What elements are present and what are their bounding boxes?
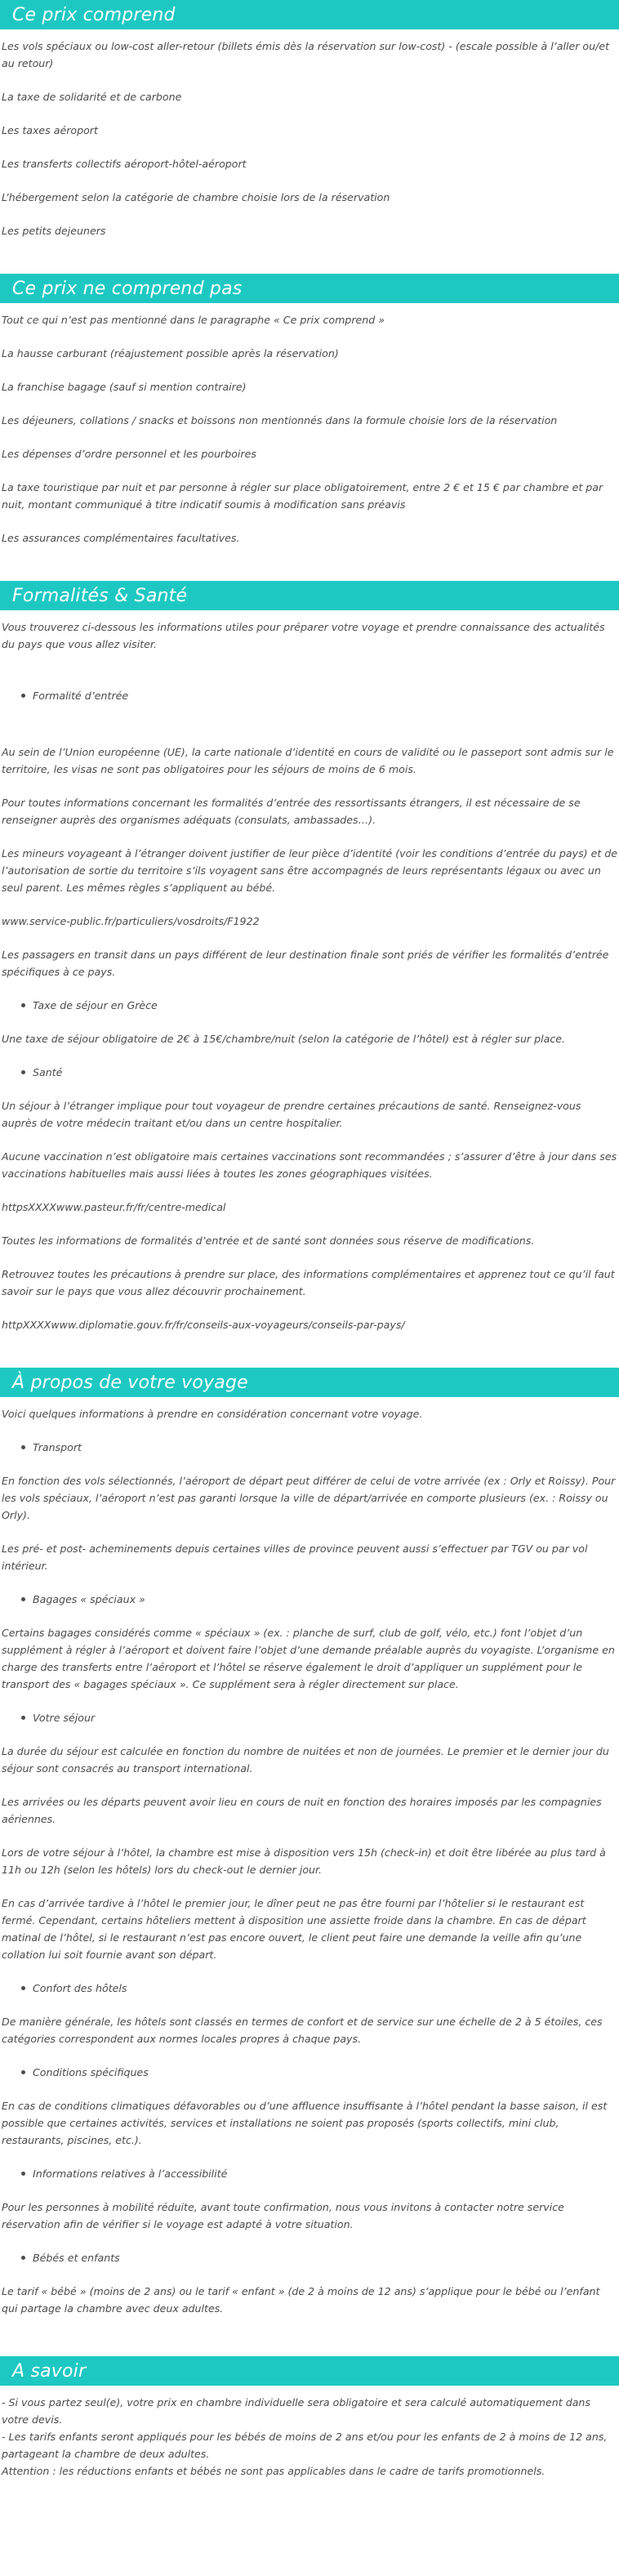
section-title: Ce prix ne comprend pas bbox=[12, 278, 243, 299]
bullet-confort: Confort des hôtels bbox=[2, 1980, 617, 1997]
paragraph: Les mineurs voyageant à l’étranger doivent justifier de leur pièce d’identité (voir les conditions d’entrée du pays) et de l’autorisation de sortie du territoire s’ils voyagent sans être accompagnés de leurs représentants légaux ou avec un seul parent. Les mêmes règles s’appliquent au bébé. bbox=[2, 847, 618, 894]
paragraph: - Si vous partez seul(e), votre prix en chambre individuelle sera obligatoire et sera calculé automatiquement dans votre devis. bbox=[2, 2396, 590, 2426]
list-item: La franchise bagage (sauf si mention contraire) bbox=[2, 381, 247, 393]
list-item: Tout ce qui n’est pas mentionné dans le paragraphe « Ce prix comprend » bbox=[2, 314, 385, 326]
section-content bbox=[0, 618, 619, 1333]
section-ce-prix-comprend bbox=[0, 0, 619, 239]
paragraph: Certains bagages considérés comme « spéciaux » (ex. : planche de surf, club de golf, vélo, etc.) font l’objet d’un supplément à régler à l’aéroport et doivent faire l’objet d’une demande préalable auprès du voyagiste. L’organisme en charge des transferts entre l’aéroport et l’hôtel se réserve également le droit d’appliquer un supplément pour le transport des « bagages spéciaux ». Ce supplément sera à régler directement sur place. bbox=[2, 1627, 615, 1690]
list-item: Les vols spéciaux ou low-cost aller-retour (billets émis dès la réservation sur low-cost) - (escale possible à l’aller ou/et au retour) bbox=[2, 40, 610, 69]
section-header bbox=[0, 1368, 619, 1397]
bullet-transport: Transport bbox=[2, 1439, 617, 1456]
url-service-public: www.service-public.fr/particuliers/vosdroits/F1922 bbox=[2, 915, 260, 927]
section-title: À propos de votre voyage bbox=[12, 1372, 248, 1393]
bullet-sejour: Votre séjour bbox=[2, 1709, 617, 1726]
section-formalites-sante bbox=[0, 581, 619, 1333]
bullet-bagages: Bagages « spéciaux » bbox=[2, 1591, 617, 1608]
paragraph: Une taxe de séjour obligatoire de 2€ à 15€/chambre/nuit (selon la catégorie de l’hôtel) est à régler sur place. bbox=[2, 1033, 565, 1045]
paragraph: En cas de conditions climatiques défavorables ou d’une affluence insuffisante à l’hôtel pendant la basse saison, il est possible que certaines activités, services et installations ne soient pas proposés (sports collectifs, mini club, restaurants, piscines, etc.). bbox=[2, 2100, 608, 2146]
list-item: Les transferts collectifs aéroport-hôtel-aéroport bbox=[2, 158, 247, 170]
paragraph: Les passagers en transit dans un pays différent de leur destination finale sont priés de vérifier les formalités d’entrée spécifiques à ce pays. bbox=[2, 949, 609, 978]
paragraph: Lors de votre séjour à l’hôtel, la chambre est mise à disposition vers 15h (check-in) et doit être libérée au plus tard à 11h ou 12h (selon les hôtels) lors du check-out le dernier jour. bbox=[2, 1846, 606, 1876]
paragraph: Les pré- et post- acheminements depuis certaines villes de province peuvent aussi s’effectuer par TGV ou par vol intérieur. bbox=[2, 1542, 588, 1572]
bullet-formalite-entree: Formalité d’entrée bbox=[2, 687, 617, 704]
section-content bbox=[0, 1405, 619, 2317]
spacer bbox=[0, 256, 619, 274]
paragraph: La durée du séjour est calculée en fonction du nombre de nuitées et non de journées. Le premier et le dernier jour du séjour sont consacrés au transport international. bbox=[2, 1745, 609, 1775]
paragraph: Attention : les réductions enfants et bébés ne sont pas applicables dans le cadre de tarifs promotionnels. bbox=[2, 2465, 546, 2477]
section-content bbox=[0, 38, 619, 239]
intro-paragraph: Voici quelques informations à prendre en considération concernant votre voyage. bbox=[2, 1408, 423, 1420]
bullet-sante: Santé bbox=[2, 1064, 617, 1081]
spacer bbox=[0, 2333, 619, 2356]
spacer bbox=[2, 721, 617, 743]
spacer bbox=[0, 563, 619, 581]
paragraph: Pour les personnes à mobilité réduite, avant toute confirmation, nous vous invitons à contacter notre service réservation afin de vérifier si le voyage est adapté à votre situation. bbox=[2, 2201, 564, 2230]
list-item: L’hébergement selon la catégorie de chambre choisie lors de la réservation bbox=[2, 191, 390, 203]
list-item: La taxe de solidarité et de carbone bbox=[2, 91, 182, 103]
list-item: Les taxes aéroport bbox=[2, 124, 98, 136]
spacer bbox=[2, 669, 617, 687]
url-diplomatie: httpXXXXwww.diplomatie.gouv.fr/fr/conseils-aux-voyageurs/conseils-par-pays/ bbox=[2, 1319, 405, 1331]
spacer bbox=[0, 1350, 619, 1368]
section-header bbox=[0, 2356, 619, 2386]
section-title: Formalités & Santé bbox=[12, 585, 188, 606]
section-a-propos-voyage bbox=[0, 1368, 619, 2317]
paragraph: Aucune vaccination n’est obligatoire mais certaines vaccinations sont recommandées ; s’assurer d’être à jour dans ses vaccinations habituelles mais aussi liées à toutes les zones géographiques visitées. bbox=[2, 1150, 617, 1180]
section-content bbox=[0, 2394, 619, 2480]
list-item: Les petits dejeuners bbox=[2, 225, 106, 237]
paragraph: Au sein de l’Union européenne (UE), la carte nationale d’identité en cours de validité ou le passeport sont admis sur le territoire, les visas ne sont pas obligatoires pour les séjours de moins de 6 mois. bbox=[2, 746, 614, 775]
paragraph: Un séjour à l’étranger implique pour tout voyageur de prendre certaines précautions de santé. Renseignez-vous auprès de votre médecin traitant et/ou dans un centre hospitalier. bbox=[2, 1100, 581, 1129]
section-content bbox=[0, 311, 619, 547]
paragraph: En cas d’arrivée tardive à l’hôtel le premier jour, le dîner peut ne pas être fourni par l’hôtelier si le restaurant est fermé. Cependant, certains hôteliers mettent à disposition une assiette froide dans la chambre. En cas de départ matinal de l’hôtel, si le restaurant n’est pas encore ouvert, le client peut faire une demande la veille afin qu’une collation lui soit fournie avant son départ. bbox=[2, 1897, 586, 1961]
paragraph: De manière générale, les hôtels sont classés en termes de confort et de service sur une échelle de 2 à 5 étoiles, ces catégories correspondent aux normes locales propres à chaque pays. bbox=[2, 2016, 603, 2045]
section-header bbox=[0, 0, 619, 29]
section-header bbox=[0, 581, 619, 610]
paragraph: En fonction des vols sélectionnés, l’aéroport de départ peut différer de celui de votre arrivée (ex : Orly et Roissy). Pour les vols spéciaux, l’aéroport n’est pas garanti lorsque la ville de départ/arrivée en comporte plusieurs (ex. : Roissy ou Orly). bbox=[2, 1475, 616, 1521]
section-ce-prix-ne-comprend-pas bbox=[0, 274, 619, 547]
paragraph: Pour toutes informations concernant les formalités d’entrée des ressortissants étrangers, il est nécessaire de se renseigner auprès des organismes adéquats (consulats, ambassades…). bbox=[2, 797, 581, 826]
paragraph: Retrouvez toutes les précautions à prendre sur place, des informations complémentaires et apprenez tout ce qu’il faut savoir sur le pays que vous allez découvrir prochainement. bbox=[2, 1268, 615, 1297]
paragraph: Le tarif « bébé » (moins de 2 ans) ou le tarif « enfant » (de 2 à moins de 12 ans) s’applique pour le bébé ou l’enfant qui partage la chambre avec deux adultes. bbox=[2, 2285, 600, 2315]
list-item: Les dépenses d’ordre personnel et les pourboires bbox=[2, 448, 256, 460]
list-item: La taxe touristique par nuit et par personne à régler sur place obligatoirement, entre 2 € et 15 € par chambre et par nuit, montant communiqué à titre indicatif soumis à modification sans préavis bbox=[2, 481, 603, 511]
section-header bbox=[0, 274, 619, 303]
section-title: Ce prix comprend bbox=[12, 4, 176, 25]
paragraph: Les arrivées ou les départs peuvent avoir lieu en cours de nuit en fonction des horaires imposés par les compagnies aériennes. bbox=[2, 1796, 602, 1825]
paragraph: Toutes les informations de formalités d’entrée et de santé sont données sous réserve de modifications. bbox=[2, 1234, 535, 1247]
bullet-taxe-sejour: Taxe de séjour en Grèce bbox=[2, 997, 617, 1014]
url-pasteur: httpsXXXXwww.pasteur.fr/fr/centre-medical bbox=[2, 1201, 226, 1213]
bullet-bebes-enfants: Bébés et enfants bbox=[2, 2249, 617, 2266]
list-item: Les assurances complémentaires facultatives. bbox=[2, 532, 240, 544]
section-a-savoir bbox=[0, 2356, 619, 2480]
bullet-conditions: Conditions spécifiques bbox=[2, 2064, 617, 2081]
bullet-accessibilite: Informations relatives à l’accessibilité bbox=[2, 2165, 617, 2182]
paragraph: - Les tarifs enfants seront appliqués pour les bébés de moins de 2 ans et/ou pour les enfants de 2 à moins de 12 ans, partageant la chambre de deux adultes. bbox=[2, 2431, 608, 2460]
intro-paragraph: Vous trouverez ci-dessous les informations utiles pour préparer votre voyage et prendre connaissance des actualités du pays que vous allez visiter. bbox=[2, 621, 605, 650]
list-item: La hausse carburant (réajustement possible après la réservation) bbox=[2, 347, 339, 359]
section-title: A savoir bbox=[12, 2360, 87, 2382]
list-item: Les déjeuners, collations / snacks et boissons non mentionnés dans la formule choisie lors de la réservation bbox=[2, 414, 558, 426]
